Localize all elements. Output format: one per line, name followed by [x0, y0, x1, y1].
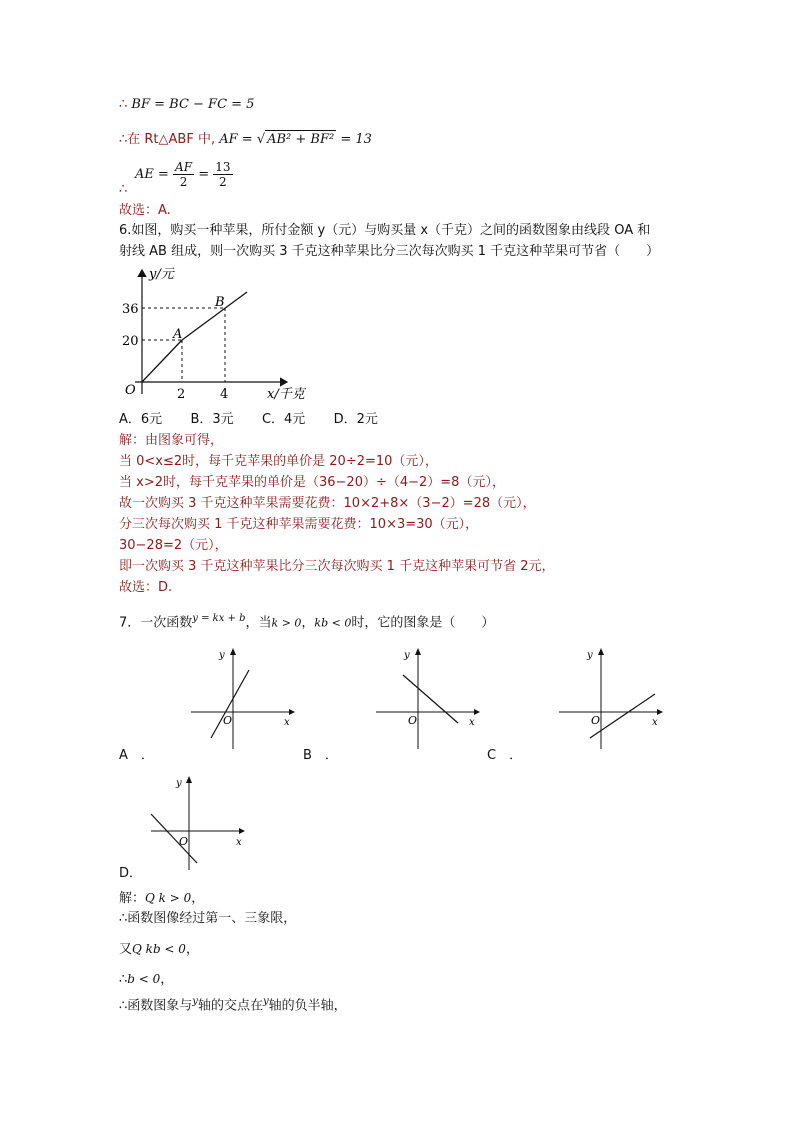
q6-solution-line2: 当 0<x≤2时，每千克苹果的单价是 20÷2=10（元）， [119, 454, 438, 469]
q6-options [119, 411, 378, 429]
q7-graph-c [553, 645, 668, 755]
q7-option-c-label: C ． [487, 748, 523, 763]
svg-text:x: x [652, 717, 658, 728]
q7-graph-d [145, 773, 260, 873]
y-axis-label: y/元 [149, 267, 174, 282]
q6-stem-line2: 射线 AB 组成，则一次购买 3 千克这种苹果比分三次每次购买 1 千克这种苹果可节省（ ） [119, 244, 660, 259]
svg-text:O: O [223, 714, 233, 727]
svg-text:y: y [587, 650, 593, 661]
segment-oa [142, 340, 182, 382]
q7-solution-line1: 解：Q k > 0， [119, 891, 205, 906]
q7-option-b-label: B ． [303, 748, 338, 763]
q7-stem: 7．一次函数$^{y = kx + b}$，当k > 0，kb < 0时，它的图象是（ ） [119, 613, 495, 631]
q7-line-a [211, 670, 249, 738]
point-b-label: B [215, 295, 225, 310]
q7-option-d-label: D． [119, 866, 143, 881]
svg-text:y: y [404, 650, 410, 661]
q6-option-d: D．2元 [333, 412, 378, 427]
svg-text:x: x [236, 837, 242, 848]
svg-text:x: x [284, 717, 290, 728]
q6-solution-line3: 当 x>2时，每千克苹果的单价是（36−20）÷（4−2）=8（元）， [119, 475, 505, 490]
q7-line-d [151, 814, 197, 863]
point-a-label: A [173, 327, 183, 342]
svg-text:O: O [179, 835, 189, 848]
q7-solution-line2: ∴函数图像经过第一、三象限， [119, 911, 297, 926]
svg-text:O: O [591, 714, 601, 727]
q6-solution-line8: 故选：D. [119, 580, 173, 595]
q6-option-c: C．4元 [261, 412, 306, 427]
q6-graph [115, 262, 315, 402]
y-tick-20: 20 [122, 334, 139, 349]
ae-equation: AE = $\frac{AF}{2}$ = $\frac{13}{2}$ [135, 160, 231, 189]
q6-option-b: B．3元 [190, 412, 234, 427]
x-tick-4: 4 [220, 387, 229, 402]
q7-solution-line4: ∴b < 0， [119, 972, 174, 987]
svg-text:x: x [469, 717, 475, 728]
bf-equation: ∴ BF = BC − FC = 5 [119, 97, 255, 112]
af-equation: ∴在 Rt△ABF 中, AF = √ AB² + BF² = 13 [119, 132, 372, 147]
q7-option-a-label: A ． [119, 748, 154, 763]
q7-solution-line5: ∴函数图象与$^y$轴的交点在$^y$轴的负半轴， [119, 996, 347, 1014]
q7-graph-b [370, 645, 485, 755]
x-axis-label: x/千克 [267, 387, 305, 402]
prev-answer: 故选：A. [119, 203, 171, 218]
q7-solution-line3: 又Q kb < 0， [119, 942, 199, 957]
q7-graph-a [185, 645, 300, 755]
y-tick-36: 36 [122, 302, 139, 317]
q6-solution-line4: 故一次购买 3 千克这种苹果需要花费：10×2+8×（3−2）=28（元）， [119, 496, 536, 511]
svg-text:O: O [408, 714, 418, 727]
q6-solution-line1: 解：由图象可得， [119, 433, 224, 448]
q6-stem-line1: 6.如图，购买一种苹果，所付金额 y（元）与购买量 x（千克）之间的函数图象由线段 OA 和 [119, 223, 651, 238]
ae-therefore: ∴ [119, 182, 128, 197]
q6-option-a: A．6元 [119, 412, 163, 427]
svg-text:y: y [219, 650, 225, 661]
origin-label: O [125, 383, 136, 398]
svg-text:y: y [176, 778, 182, 789]
x-tick-2: 2 [177, 387, 186, 402]
q6-solution-line7: 即一次购买 3 千克这种苹果比分三次每次购买 1 千克这种苹果可节省 2元， [119, 559, 555, 574]
q6-solution-line6: 30−28=2（元）， [119, 538, 228, 553]
q6-solution-line5: 分三次每次购买 1 千克这种苹果需要花费：10×3=30（元）， [119, 517, 479, 532]
